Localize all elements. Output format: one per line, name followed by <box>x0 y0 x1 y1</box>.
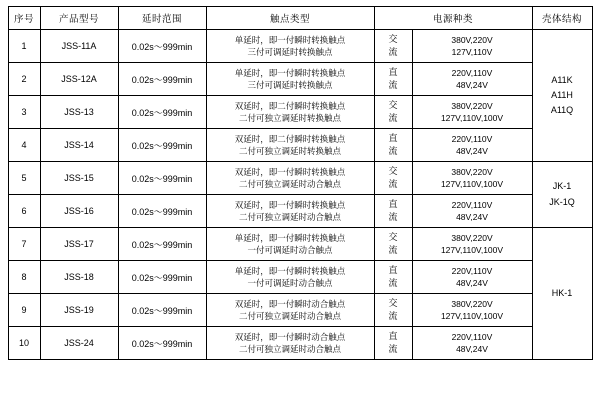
contact-line-1: 单延时，即一付瞬时转换触点 <box>234 232 346 243</box>
table-row <box>8 129 592 162</box>
voltage-line-1: 220V,110V <box>451 67 493 78</box>
cell-power-type <box>374 30 412 63</box>
voltage-line-1: 220V,110V <box>451 199 493 210</box>
power-type-line-1: 交 <box>388 99 398 110</box>
structure-line-1: JK-1 <box>552 181 572 192</box>
cell-power-type <box>374 228 412 261</box>
cell-model: JSS-19 <box>40 294 118 327</box>
table-row <box>8 327 592 360</box>
table-body <box>8 30 592 360</box>
header-model: 产品型号 <box>40 7 118 30</box>
voltage-line-2: 127V,110V <box>451 47 493 57</box>
power-type-line-1: 交 <box>388 165 398 176</box>
power-type-line-1: 交 <box>388 33 398 44</box>
contact-line-2: 二付可独立调延时动合触点 <box>238 212 341 222</box>
table-row <box>8 30 592 63</box>
contact-line-2: 二付可独立调延时动合触点 <box>238 179 341 189</box>
cell-model: JSS-11A <box>40 30 118 63</box>
table-header-row <box>8 7 592 30</box>
cell-voltage <box>412 327 532 360</box>
cell-delay: 0.02s～999min <box>118 162 206 195</box>
cell-delay: 0.02s～999min <box>118 228 206 261</box>
voltage-line-2: 127V,110V,100V <box>440 311 504 321</box>
cell-model: JSS-17 <box>40 228 118 261</box>
header-contact-type: 触点类型 <box>206 7 374 30</box>
contact-line-1: 单延时，即一付瞬时转换触点 <box>234 34 346 45</box>
cell-no: 6 <box>8 195 40 228</box>
cell-contact-type <box>206 63 374 96</box>
structure-line-1: A11K <box>551 74 573 85</box>
cell-delay: 0.02s～999min <box>118 129 206 162</box>
structure-line-1: HK-1 <box>551 287 573 298</box>
cell-voltage <box>412 261 532 294</box>
power-type-line-2: 流 <box>388 212 398 222</box>
contact-line-1: 双延时，即二付瞬时转换触点 <box>234 133 346 144</box>
contact-line-2: 二付可独立调延时动合触点 <box>238 344 341 354</box>
power-type-line-1: 直 <box>388 198 398 209</box>
cell-no: 4 <box>8 129 40 162</box>
power-type-line-2: 流 <box>388 47 398 57</box>
cell-contact-type <box>206 162 374 195</box>
cell-no: 2 <box>8 63 40 96</box>
table-row <box>8 96 592 129</box>
cell-contact-type <box>206 228 374 261</box>
cell-power-type <box>374 96 412 129</box>
cell-delay: 0.02s～999min <box>118 294 206 327</box>
cell-voltage <box>412 294 532 327</box>
voltage-line-2: 48V,24V <box>456 146 488 156</box>
cell-delay: 0.02s～999min <box>118 195 206 228</box>
cell-power-type <box>374 162 412 195</box>
contact-line-1: 双延时，即二付瞬时转换触点 <box>234 100 346 111</box>
cell-voltage <box>412 162 532 195</box>
cell-voltage <box>412 195 532 228</box>
cell-no: 3 <box>8 96 40 129</box>
cell-no: 1 <box>8 30 40 63</box>
cell-contact-type <box>206 294 374 327</box>
power-type-line-1: 直 <box>388 66 398 77</box>
contact-line-2: 一付可调延时动合触点 <box>247 245 333 255</box>
contact-line-1: 单延时，即一付瞬时转换触点 <box>234 67 346 78</box>
voltage-line-2: 127V,110V,100V <box>440 245 504 255</box>
cell-model: JSS-16 <box>40 195 118 228</box>
power-type-line-2: 流 <box>388 146 398 156</box>
cell-contact-type <box>206 195 374 228</box>
power-type-line-2: 流 <box>388 179 398 189</box>
contact-line-2: 二付可独立调延时转换触点 <box>238 146 341 156</box>
voltage-line-1: 220V,110V <box>451 331 493 342</box>
table-row <box>8 294 592 327</box>
cell-model: JSS-12A <box>40 63 118 96</box>
cell-voltage <box>412 63 532 96</box>
cell-shell-structure <box>532 228 592 360</box>
cell-delay: 0.02s～999min <box>118 261 206 294</box>
contact-line-1: 双延时，即一付瞬时动合触点 <box>234 331 346 342</box>
contact-line-2: 一付可调延时动合触点 <box>247 278 333 288</box>
table-row <box>8 228 592 261</box>
contact-line-2: 三付可调延时转换触点 <box>247 80 333 90</box>
header-delay-range: 延时范围 <box>118 7 206 30</box>
contact-line-1: 双延时，即一付瞬时转换触点 <box>234 199 346 210</box>
structure-line-2: A11H <box>551 89 573 100</box>
structure-line-3: A11Q <box>550 105 574 116</box>
cell-model: JSS-14 <box>40 129 118 162</box>
power-type-line-2: 流 <box>388 344 398 354</box>
cell-power-type <box>374 294 412 327</box>
voltage-line-2: 127V,110V,100V <box>440 113 504 123</box>
cell-voltage <box>412 30 532 63</box>
cell-contact-type <box>206 96 374 129</box>
contact-line-2: 二付可独立调延时动合触点 <box>238 311 341 321</box>
table-row <box>8 162 592 195</box>
cell-model: JSS-13 <box>40 96 118 129</box>
voltage-line-2: 48V,24V <box>456 212 488 222</box>
cell-delay: 0.02s～999min <box>118 30 206 63</box>
cell-no: 9 <box>8 294 40 327</box>
voltage-line-2: 127V,110V,100V <box>440 179 504 189</box>
cell-voltage <box>412 129 532 162</box>
power-type-line-2: 流 <box>388 80 398 90</box>
voltage-line-1: 220V,110V <box>451 265 493 276</box>
cell-contact-type <box>206 261 374 294</box>
specification-table <box>8 6 593 360</box>
contact-line-1: 单延时，即一付瞬时转换触点 <box>234 265 346 276</box>
cell-voltage <box>412 228 532 261</box>
cell-shell-structure <box>532 162 592 228</box>
power-type-line-1: 直 <box>388 330 398 341</box>
voltage-line-2: 48V,24V <box>456 80 488 90</box>
structure-line-2: JK-1Q <box>549 196 575 207</box>
cell-no: 7 <box>8 228 40 261</box>
header-shell-structure: 壳体结构 <box>532 7 592 30</box>
table-header <box>8 7 592 30</box>
cell-no: 8 <box>8 261 40 294</box>
cell-contact-type <box>206 327 374 360</box>
voltage-line-2: 48V,24V <box>456 278 488 288</box>
contact-line-2: 二付可独立调延时转换触点 <box>238 113 341 123</box>
voltage-line-1: 220V,110V <box>451 133 493 144</box>
cell-contact-type <box>206 129 374 162</box>
cell-power-type <box>374 261 412 294</box>
cell-no: 5 <box>8 162 40 195</box>
cell-delay: 0.02s～999min <box>118 96 206 129</box>
table-row <box>8 261 592 294</box>
power-type-line-2: 流 <box>388 245 398 255</box>
voltage-line-1: 380V,220V <box>451 298 493 309</box>
cell-power-type <box>374 195 412 228</box>
cell-delay: 0.02s～999min <box>118 63 206 96</box>
power-type-line-2: 流 <box>388 311 398 321</box>
cell-shell-structure <box>532 30 592 162</box>
power-type-line-1: 交 <box>388 297 398 308</box>
power-type-line-2: 流 <box>388 113 398 123</box>
contact-line-2: 三付可调延时转换触点 <box>247 47 333 57</box>
cell-delay: 0.02s～999min <box>118 327 206 360</box>
voltage-line-1: 380V,220V <box>451 232 493 243</box>
header-power-type: 电源种类 <box>374 7 532 30</box>
cell-model: JSS-24 <box>40 327 118 360</box>
cell-model: JSS-15 <box>40 162 118 195</box>
table-row <box>8 195 592 228</box>
power-type-line-1: 交 <box>388 231 398 242</box>
cell-power-type <box>374 63 412 96</box>
header-no: 序号 <box>8 7 40 30</box>
power-type-line-1: 直 <box>388 132 398 143</box>
table-row <box>8 63 592 96</box>
voltage-line-2: 48V,24V <box>456 344 488 354</box>
contact-line-1: 双延时，即一付瞬时转换触点 <box>234 166 346 177</box>
cell-voltage <box>412 96 532 129</box>
power-type-line-1: 直 <box>388 264 398 275</box>
contact-line-1: 双延时，即一付瞬时动合触点 <box>234 298 346 309</box>
cell-no: 10 <box>8 327 40 360</box>
voltage-line-1: 380V,220V <box>451 34 493 45</box>
voltage-line-1: 380V,220V <box>451 166 493 177</box>
cell-power-type <box>374 327 412 360</box>
cell-model: JSS-18 <box>40 261 118 294</box>
cell-power-type <box>374 129 412 162</box>
voltage-line-1: 380V,220V <box>451 100 493 111</box>
cell-contact-type <box>206 30 374 63</box>
power-type-line-2: 流 <box>388 278 398 288</box>
